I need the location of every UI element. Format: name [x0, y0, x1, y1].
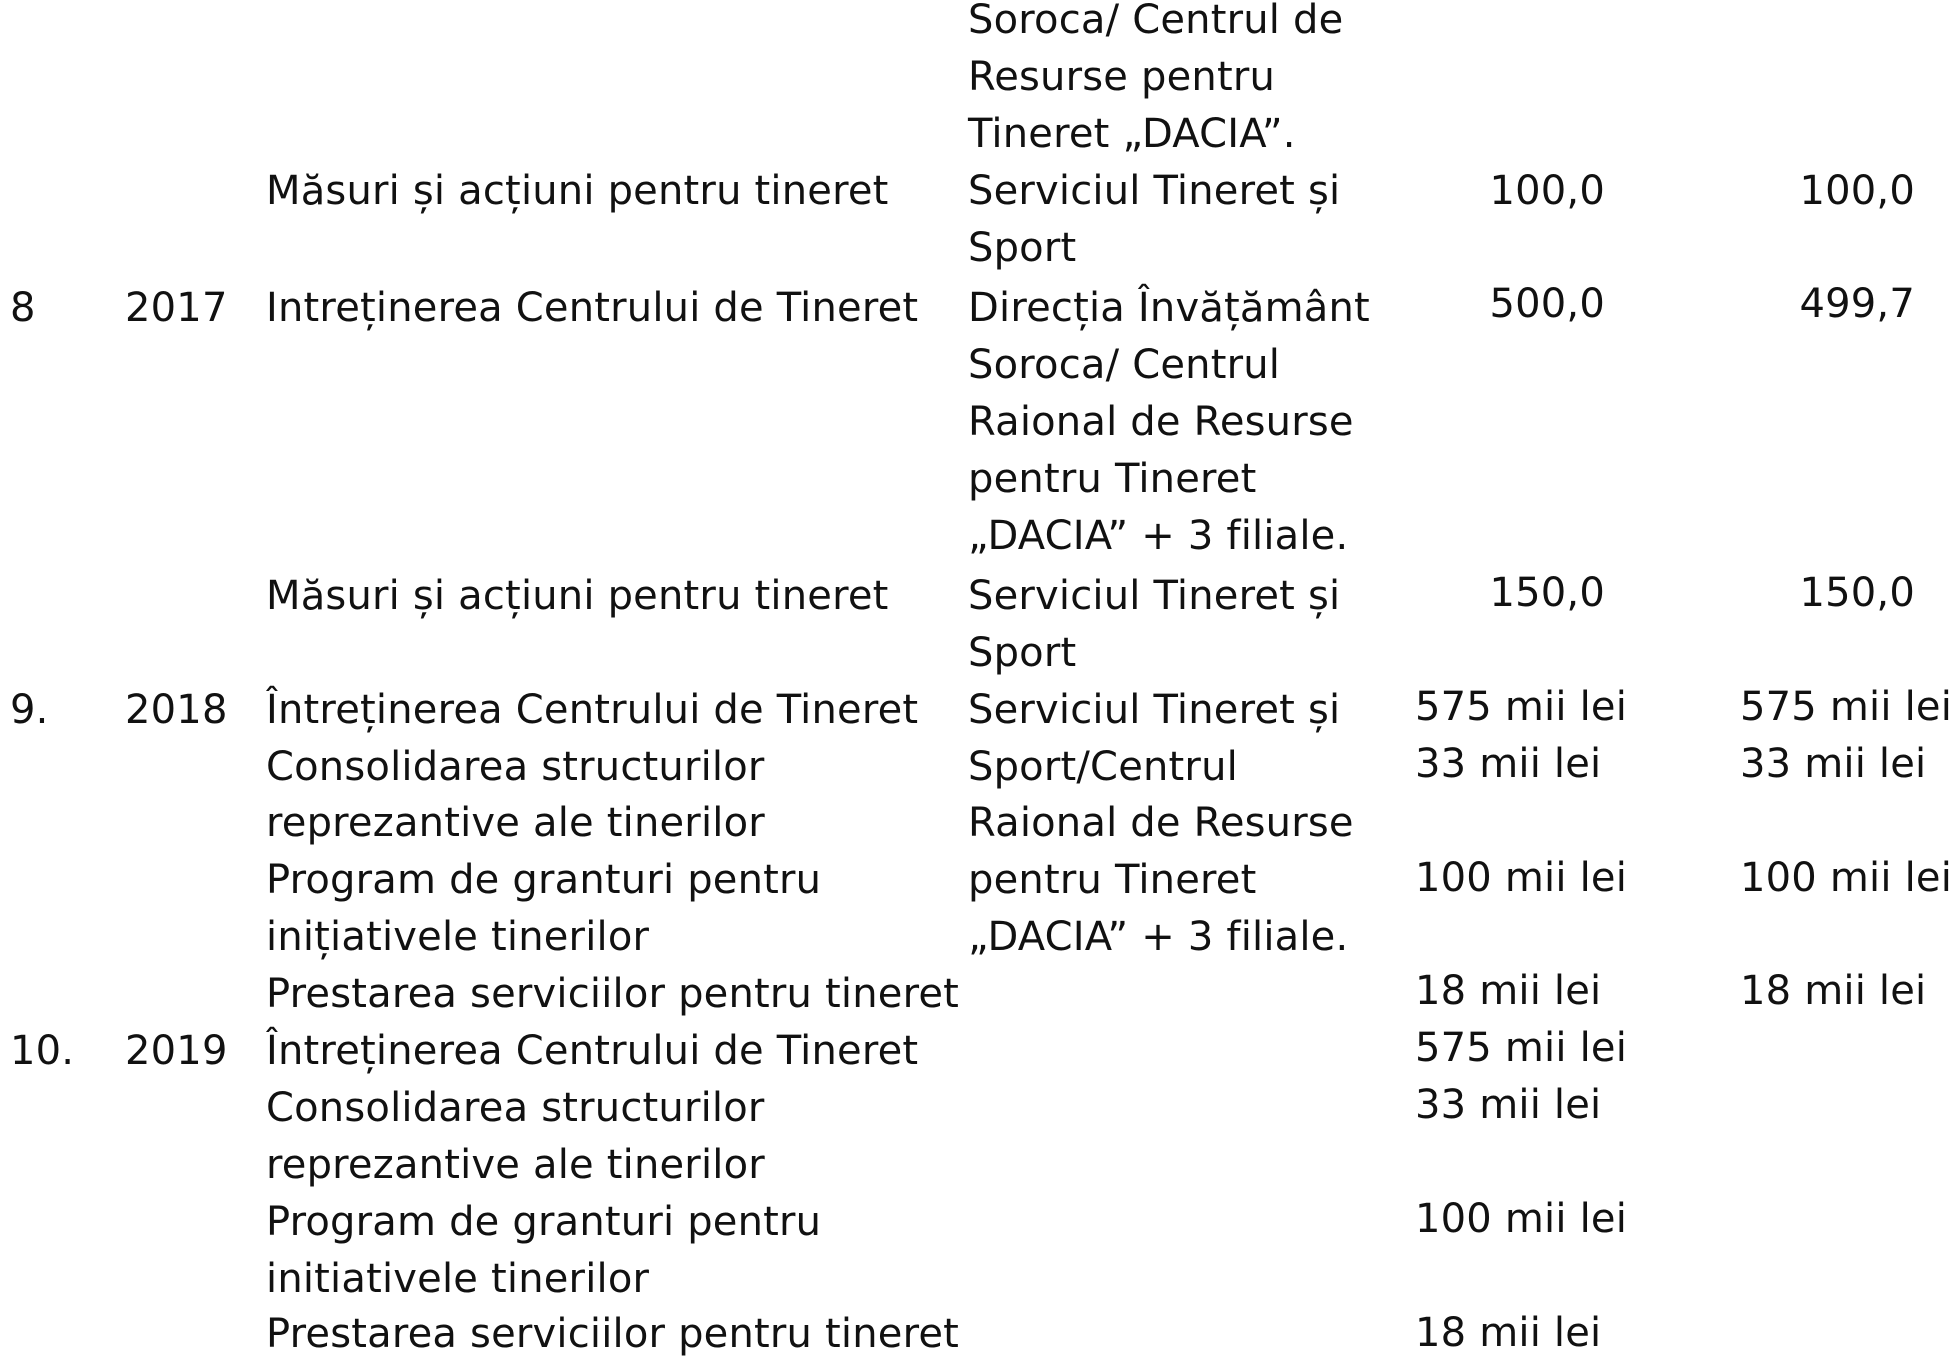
- responsible-line: Tineret „DACIA”.: [968, 111, 1296, 157]
- activity-cell: Consolidarea structurilor: [266, 744, 765, 790]
- planned-amount: 18 mii lei: [1415, 968, 1602, 1014]
- executed-amount: 499,7: [1799, 281, 1915, 327]
- activity-cell: inițiativele tinerilor: [266, 914, 650, 960]
- responsible-line: „DACIA” + 3 filiale.: [968, 914, 1349, 960]
- planned-amount: 100 mii lei: [1415, 855, 1628, 901]
- planned-amount: 575 mii lei: [1415, 1025, 1628, 1071]
- planned-amount: 33 mii lei: [1415, 1082, 1602, 1128]
- row-year: 2018: [125, 687, 228, 733]
- activity-cell: initiativele tinerilor: [266, 1256, 650, 1302]
- responsible-line: Soroca/ Centrul de: [968, 0, 1344, 43]
- responsible-line: Soroca/ Centrul: [968, 342, 1281, 388]
- responsible-line: Serviciul Tineret și: [968, 573, 1341, 619]
- responsible-line: Sport/Centrul: [968, 744, 1238, 790]
- responsible-line: Raional de Resurse: [968, 800, 1354, 846]
- row-year: 2017: [125, 285, 228, 331]
- responsible-line: Direcția Învățământ: [968, 285, 1370, 331]
- responsible-line: pentru Tineret: [968, 857, 1257, 903]
- responsible-line: Sport: [968, 225, 1077, 271]
- planned-amount: 18 mii lei: [1415, 1310, 1602, 1356]
- executed-amount: 100,0: [1799, 168, 1915, 214]
- planned-amount: 100 mii lei: [1415, 1196, 1628, 1242]
- planned-amount: 500,0: [1489, 281, 1605, 327]
- responsible-line: Raional de Resurse: [968, 399, 1354, 445]
- activity-cell: Intreținerea Centrului de Tineret: [266, 285, 919, 331]
- executed-amount: 18 mii lei: [1740, 968, 1927, 1014]
- responsible-line: Resurse pentru: [968, 54, 1276, 100]
- responsible-line: „DACIA” + 3 filiale.: [968, 513, 1349, 559]
- planned-amount: 575 mii lei: [1415, 684, 1628, 730]
- row-number: 9.: [10, 687, 49, 733]
- executed-amount: 150,0: [1799, 570, 1915, 616]
- executed-amount: 575 mii lei: [1740, 684, 1952, 730]
- executed-amount: 33 mii lei: [1740, 741, 1927, 787]
- planned-amount: 33 mii lei: [1415, 741, 1602, 787]
- planned-amount: 150,0: [1489, 570, 1605, 616]
- executed-amount: 100 mii lei: [1740, 855, 1952, 901]
- responsible-line: pentru Tineret: [968, 456, 1257, 502]
- activity-cell: Prestarea serviciilor pentru tineret: [266, 971, 960, 1017]
- row-number: 10.: [10, 1028, 75, 1074]
- activity-cell: Întreținerea Centrului de Tineret: [266, 1028, 919, 1074]
- row-year: 2019: [125, 1028, 228, 1074]
- activity-cell: Program de granturi pentru: [266, 1199, 822, 1245]
- activity-cell: Prestarea serviciilor pentru tineret: [266, 1311, 960, 1357]
- responsible-line: Serviciul Tineret și: [968, 168, 1341, 214]
- activity-cell: Consolidarea structurilor: [266, 1085, 765, 1131]
- activity-cell: reprezantive ale tinerilor: [266, 1142, 765, 1188]
- responsible-line: Sport: [968, 630, 1077, 676]
- activity-cell: Întreținerea Centrului de Tineret: [266, 687, 919, 733]
- planned-amount: 100,0: [1489, 168, 1605, 214]
- row-number: 8: [10, 285, 36, 331]
- activity-cell: reprezantive ale tinerilor: [266, 800, 765, 846]
- responsible-line: Serviciul Tineret și: [968, 687, 1341, 733]
- activity-cell: Măsuri și acțiuni pentru tineret: [266, 168, 889, 214]
- activity-cell: Măsuri și acțiuni pentru tineret: [266, 573, 889, 619]
- activity-cell: Program de granturi pentru: [266, 857, 822, 903]
